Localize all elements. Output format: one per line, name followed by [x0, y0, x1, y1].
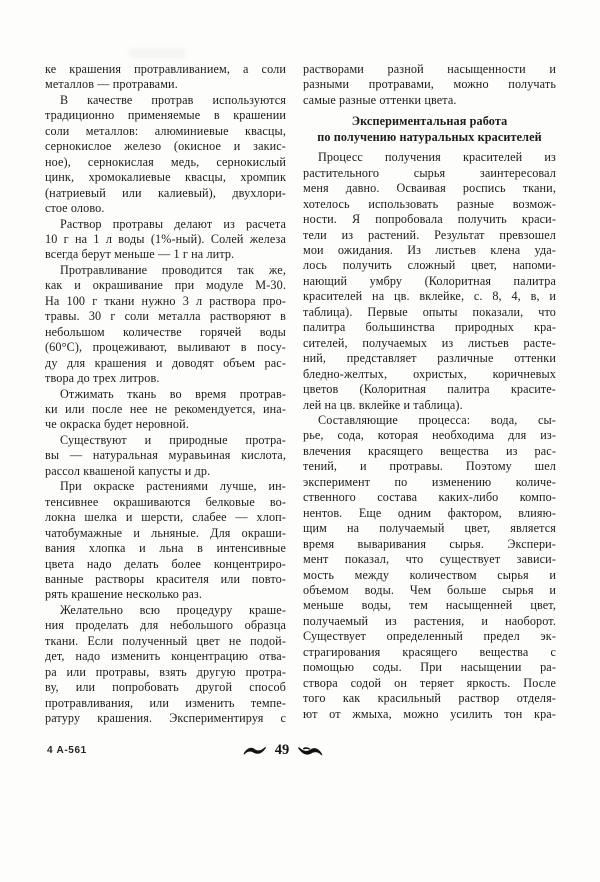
text-line: красителей на цв. вклейке, с. 8, 4, в, и — [303, 289, 556, 304]
paragraph — [45, 479, 286, 603]
paragraph — [45, 217, 286, 263]
text-line: щим на получаемый цвет, является — [303, 521, 556, 536]
text-line: Составляющие процесса: вода, сы- — [318, 412, 556, 427]
text-line: 10 г на 1 л воды (1%-ный). Солей железа — [45, 231, 286, 246]
text-line: ное), сернокислая медь, сернокислый — [45, 154, 286, 169]
text-line: рье, сода, которая необходима для из- — [303, 428, 556, 443]
paragraph — [45, 433, 286, 479]
text-line: объемом воды. Чем больше сырья и — [303, 582, 556, 597]
text-line: мент показал, что существует зависи- — [303, 552, 556, 567]
text-line: эксперимент по изменению количе- — [303, 474, 556, 489]
paragraph — [303, 150, 556, 413]
text-line: ратуру крашения. Экспериментируя с — [45, 711, 286, 726]
text-line: На 100 г ткани нужно 3 л раствора про- — [45, 293, 286, 308]
fleuron-left-icon — [243, 745, 267, 756]
text-line: При окраске растениями лучше, ин- — [60, 479, 286, 494]
text-line: хотелось использовать разные возмож- — [303, 196, 556, 211]
text-line: створа содой он теряет яркость. После — [303, 675, 556, 690]
text-line: разными протравами, можно получать — [303, 77, 556, 92]
text-line: мость между количеством сырья и — [303, 567, 556, 582]
text-line: ственного состава каких-либо компо- — [303, 490, 556, 505]
text-line: Протравливание проводится так же, — [60, 262, 286, 277]
text-line: чатобумажные и льняные. Для окраши- — [45, 525, 286, 540]
text-line: ют от жмыха, можно усилить тон кра- — [303, 706, 556, 721]
text-line: бледно-желтых, охристых, коричневых — [303, 366, 556, 381]
right-column — [303, 62, 556, 722]
text-line: В качестве протрав используются — [60, 92, 286, 107]
printers-signature: 4 А-561 — [47, 745, 87, 756]
text-line: Существует определенный предел эк- — [303, 629, 556, 644]
text-line: Желательно всю процедуру краше- — [60, 602, 286, 617]
text-line: ванные растворы красителя или повто- — [45, 571, 286, 586]
page-number-group — [0, 742, 583, 759]
text-line: ния проделать для небольшого образца — [45, 618, 286, 633]
text-line: дет, надо изменить концентрацию отва- — [45, 649, 286, 664]
text-line: мои ожидания. Из листьев клена уда- — [303, 242, 556, 257]
text-line: Процесс получения красителей из — [318, 150, 556, 165]
text-line: рассол квашеной капусты и др. — [45, 463, 211, 478]
page-footer — [0, 740, 600, 762]
text-line: ки или после нее не рекомендуется, ина- — [45, 401, 286, 416]
text-line: ву, или попробовать другой способ — [45, 680, 286, 695]
text-line: нающий умбру (Колоритная палитра — [303, 273, 556, 288]
text-line: лось получить сложный цвет, напоми- — [303, 258, 556, 273]
text-line: сителей, получаемых из листьев расте- — [303, 335, 556, 350]
text-line: протравливания, или изменить темпе- — [45, 695, 286, 710]
text-line: как и окрашивание при модуле М-30. — [45, 278, 286, 293]
paragraph — [45, 263, 286, 387]
text-line: помощью соды. При насыщении ра- — [303, 660, 556, 675]
text-line: тели из растений. Результат превзошел — [303, 227, 556, 242]
text-line: ду для крашения и доводят объем рас- — [45, 355, 286, 370]
scan-smudge — [128, 48, 186, 58]
text-line: Раствор протравы делают из расчета — [60, 216, 286, 231]
text-line: время вываривания сырья. Экспери- — [303, 536, 556, 551]
text-line: рять крашение несколько раз. — [45, 587, 203, 602]
paragraph — [303, 413, 556, 722]
text-line: влечения красящего вещества из рас- — [303, 443, 556, 458]
text-line: (натриевый или калиевый), двухлори- — [45, 185, 286, 200]
text-line: всегда берут меньше — 1 г на литр. — [45, 247, 235, 262]
text-line: нентов. Еще одним фактором, влияю- — [303, 505, 556, 520]
text-line: локна шелка и шерсти, слабее — хлоп- — [45, 510, 286, 525]
text-line: стое олово. — [45, 201, 105, 216]
text-line: сернокислое железо (окисное и закис- — [45, 139, 286, 154]
text-line: тенсивнее окрашиваются белковые во- — [45, 494, 286, 509]
text-line: лей на цв. вклейке и таблица). — [303, 397, 463, 412]
text-line: растворами разной насыщенности и — [303, 62, 556, 76]
text-line: че окраска будет неровной. — [45, 417, 189, 432]
text-line: (60°С), процеживают, выливают в посу- — [45, 340, 286, 355]
paragraph — [45, 93, 286, 217]
text-line: меньше воды, тем насыщенней цвет, — [303, 598, 556, 613]
text-line: палитра большинства природных кра- — [303, 320, 556, 335]
text-line: тений, и протравы. Поэтому шел — [303, 459, 556, 474]
text-line: растительного сырья заинтересовал — [303, 165, 556, 180]
paragraph — [45, 387, 286, 433]
text-line: небольшом количестве горячей воды — [45, 324, 286, 339]
text-line: ра или протравы, взять другую протра- — [45, 664, 286, 679]
text-line: цветов (Колоритная палитра красите- — [303, 382, 556, 397]
paragraph — [303, 62, 556, 108]
text-line: соли металлов: алюминиевые квасцы, — [45, 123, 286, 138]
paragraph — [45, 603, 286, 727]
heading-line: по получению натуральных красителей — [317, 129, 542, 144]
text-line: металлов — протравами. — [45, 77, 178, 92]
text-line: цинк, хромокалиевые квасцы, хромпик — [45, 170, 286, 185]
text-line: цвета надо делать более концентриро- — [45, 556, 286, 571]
text-line: традиционно применяемые в крашении — [45, 108, 286, 123]
text-line: вания хлопка и льна в интенсивные — [45, 541, 286, 556]
text-line: твора до трех литров. — [45, 371, 160, 386]
page-number: 49 — [274, 742, 290, 758]
text-line: того как красильный раствор отделя- — [303, 691, 556, 706]
text-line: самые разные оттенки цвета. — [303, 92, 457, 107]
fleuron-right-icon — [297, 745, 323, 757]
text-line: таблица). Первые опыты показали, что — [303, 304, 556, 319]
text-line: ности. Я попробовала получить краси- — [303, 212, 556, 227]
left-column — [45, 62, 286, 726]
text-line: Существуют и природные протра- — [60, 432, 286, 447]
text-line: травы. 30 г соли металла растворяют в — [45, 309, 286, 324]
heading-line: Экспериментальная работа — [351, 114, 508, 129]
text-line: меня давно. Осваивая роспись ткани, — [303, 181, 556, 196]
text-line: вы — натуральная муравьиная кислота, — [45, 448, 286, 463]
paragraph — [45, 62, 286, 93]
text-line: ний, представляет различные оттенки — [303, 351, 556, 366]
section-heading — [303, 114, 556, 145]
text-line: страгирования красящего вещества с — [303, 644, 556, 659]
text-line: получаемый из растения, и наоборот. — [303, 613, 556, 628]
text-line: Отжимать ткань во время протрав- — [60, 386, 286, 401]
text-line: ткани. Если полученный цвет не подой- — [45, 633, 286, 648]
text-line: ке крашения протравливанием, а соли — [45, 62, 286, 76]
